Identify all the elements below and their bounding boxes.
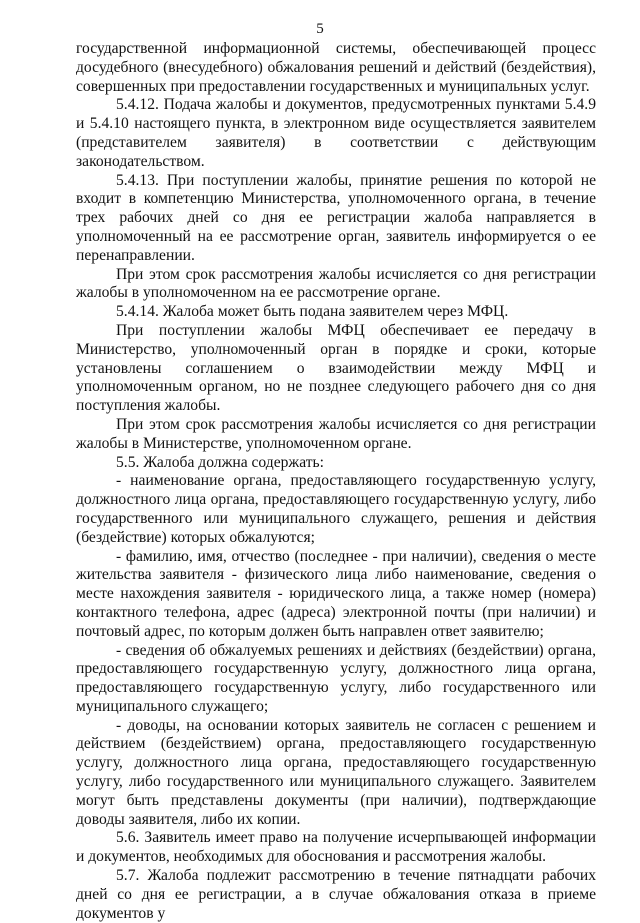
paragraph-term-note-2: При этом срок рассмотрения жалобы исчисляется со дня регистрации жалобы в Министерстве, уполномоченном органе. — [76, 415, 596, 452]
paragraph-5-6: 5.6. Заявитель имеет право на получение исчерпывающей информации и документов, необходимых для обоснования и рассмотрения жалобы. — [76, 829, 596, 866]
list-item-arguments: - доводы, на основании которых заявитель не согласен с решением и действием (бездействием) органа, предоставляющего государственную услугу, должностного лица органа, предоставляющего государственную услугу, либо государственного или муниципального служащего. Заявителем могут быть представлены документы (при наличии), подтверждающие доводы заявителя, либо их копии. — [76, 716, 596, 828]
list-item-organ-name: - наименование органа, предоставляющего государственную услугу, должностного лица органа, предоставляющего государственную услугу, либо государственного или муниципального служащего, решения и действия (бездействие) которых обжалуются; — [76, 472, 596, 546]
list-item-decisions: - сведения об обжалуемых решениях и действиях (бездействии) органа, предоставляющего государственную услугу, должностного лица органа, предоставляющего государственную услугу, либо государственного или муниципального служащего; — [76, 641, 596, 715]
document-body — [76, 40, 596, 923]
paragraph-5-4-12: 5.4.12. Подача жалобы и документов, предусмотренных пунктами 5.4.9 и 5.4.10 настоящего пункта, в электронном виде осуществляется заявителем (представителем заявителя) в соответствии с действующим законодательством. — [76, 96, 596, 170]
paragraph-5-5: 5.5. Жалоба должна содержать: — [116, 453, 324, 471]
paragraph-mfc-transfer: При поступлении жалобы МФЦ обеспечивает ее передачу в Министерство, уполномоченный орган в порядке и сроки, которые установлены соглашением о взаимодействии между МФЦ и уполномоченным органом, но не позднее следующего рабочего дня со дня поступления жалобы. — [76, 321, 596, 415]
paragraph-term-note-1: При этом срок рассмотрения жалобы исчисляется со дня регистрации жалобы в уполномоченном на ее рассмотрение органе. — [76, 265, 596, 302]
page-number: 5 — [316, 21, 324, 37]
paragraph-5-7: 5.7. Жалоба подлежит рассмотрению в течение пятнадцати рабочих дней со дня ее регистрации, а в случае обжалования отказа в приеме документов у — [76, 867, 596, 922]
paragraph-continuation: государственной информационной системы, обеспечивающей процесс досудебного (внесудебного) обжалования решений и действий (бездействия), совершенных при предоставлении государственных и муниципальных услуг. — [76, 40, 596, 95]
paragraph-5-4-14: 5.4.14. Жалоба может быть подана заявителем через МФЦ. — [116, 303, 509, 321]
paragraph-5-4-13: 5.4.13. При поступлении жалобы, принятие решения по которой не входит в компетенцию Министерства, уполномоченного органа, в течение трех рабочих дней со дня ее регистрации жалоба направляется в уполномоченный на ее рассмотрение орган, заявитель информируется о ее перенаправлении. — [76, 171, 596, 264]
list-item-applicant-info: - фамилию, имя, отчество (последнее - при наличии), сведения о месте жительства заявителя - физического лица либо наименование, сведения о месте нахождения заявителя - юридического лица, а также номер (номера) контактного телефона, адрес (адреса) электронной почты (при наличии) и почтовый адрес, по которым должен быть направлен ответ заявителю; — [76, 547, 596, 640]
